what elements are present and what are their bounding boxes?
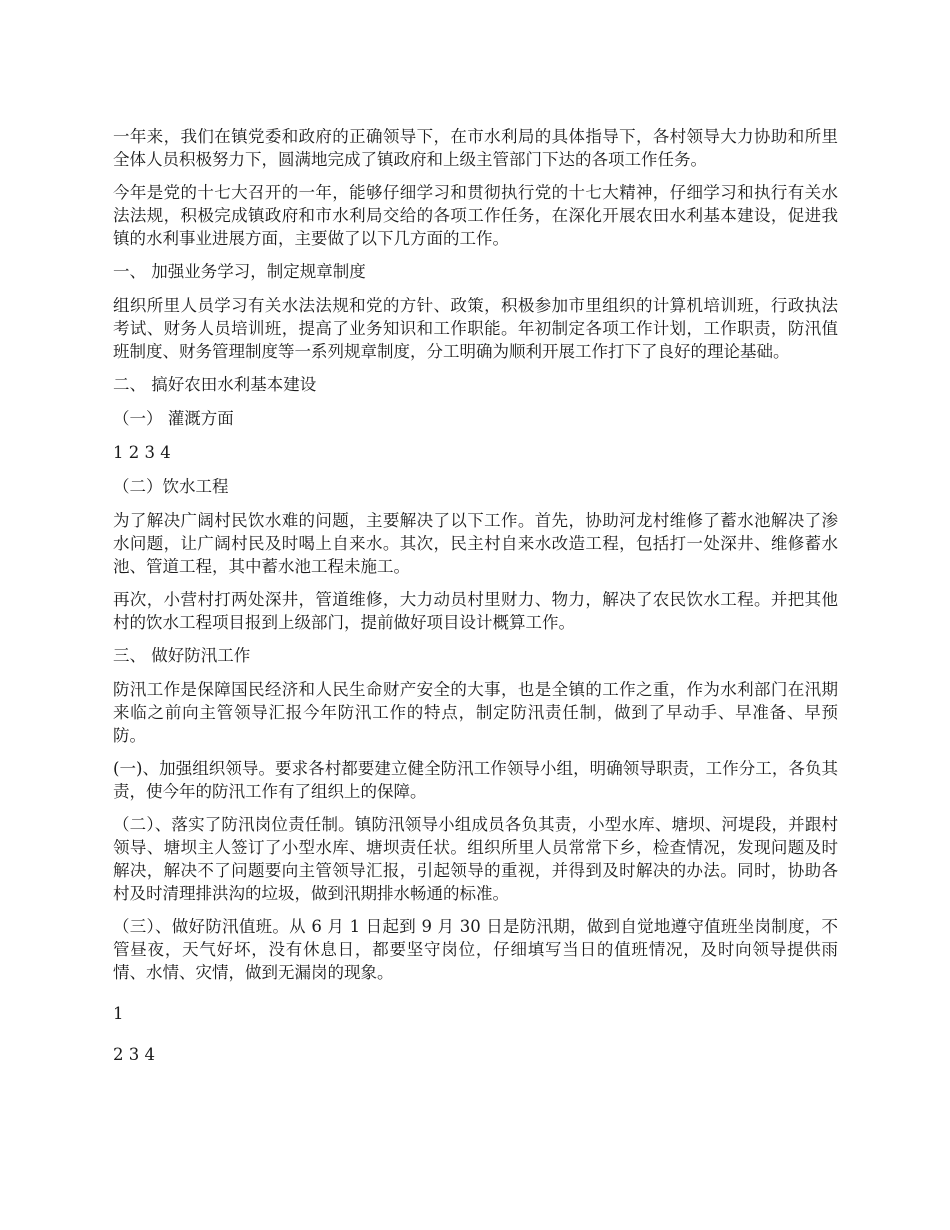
subsection-heading-water: （二）饮水工程 <box>113 477 229 496</box>
paragraph-study: 组织所里人员学习有关水法法规和党的方针、政策，积极参加市里组织的计算机培训班，行政执法考试、财务人员培训班，提高了业务知识和工作职能。年初制定各项工作计划，工作职责，防汛值班制度、财务管理制度等一系列规章制度，分工明确为顺利开展工作打下了良好的理论基础。 <box>113 296 838 361</box>
section-heading-2: 二、 搞好农田水利基本建设 <box>113 375 317 394</box>
paragraph-overview: 今年是党的十七大召开的一年，能够仔细学习和贯彻执行党的十七大精神，仔细学习和执行有关水法法规，积极完成镇政府和市水利局交给的各项工作任务，在深化开展农田水利基本建设，促进我镇的水利事业进展方面，主要做了以下几方面的工作。 <box>113 183 838 248</box>
document-body <box>113 125 838 1077</box>
section-heading-3: 三、 做好防汛工作 <box>113 646 251 665</box>
number-line-3: 2 3 4 <box>113 1045 155 1064</box>
number-line-1: 1 2 3 4 <box>113 443 171 462</box>
subsection-heading-irrigation: （一） 灌溉方面 <box>113 409 234 428</box>
paragraph-water-2: 再次，小营村打两处深井，管道维修，大力动员村里财力、物力，解决了农民饮水工程。并把其他村的饮水工程项目报到上级部门，提前做好项目设计概算工作。 <box>113 590 838 632</box>
number-line-2: 1 <box>113 1004 124 1023</box>
paragraph-intro: 一年来，我们在镇党委和政府的正确领导下，在市水利局的具体指导下，各村领导大力协助和所里全体人员积极努力下，圆满地完成了镇政府和上级主管部门下达的各项工作任务。 <box>113 127 838 169</box>
paragraph-flood-1: (一)、加强组织领导。要求各村都要建立健全防汛工作领导小组，明确领导职责，工作分工，各负其责，使今年的防汛工作有了组织上的保障。 <box>113 759 838 801</box>
paragraph-flood-intro: 防汛工作是保障国民经济和人民生命财产安全的大事，也是全镇的工作之重，作为水利部门在汛期来临之前向主管领导汇报今年防汛工作的特点，制定防汛责任制，做到了早动手、早准备、早预防。 <box>113 680 838 745</box>
section-heading-1: 一、 加强业务学习，制定规章制度 <box>113 262 366 281</box>
paragraph-water-1: 为了解决广阔村民饮水难的问题，主要解决了以下工作。首先，协助河龙村维修了蓄水池解决了渗水问题，让广阔村民及时喝上自来水。其次，民主村自来水改造工程，包括打一处深井、维修蓄水池、管道工程，其中蓄水池工程未施工。 <box>113 511 838 576</box>
paragraph-flood-2: （二）、落实了防汛岗位责任制。镇防汛领导小组成员各负其责，小型水库、塘坝、河堤段，并跟村领导、塘坝主人签订了小型水库、塘坝责任状。组织所里人员常常下乡，检查情况，发现问题及时解决，解决不了问题要向主管领导汇报，引起领导的重视，并得到及时解决的办法。同时，协助各村及时清理排洪沟的垃圾，做到汛期排水畅通的标准。 <box>113 815 838 903</box>
paragraph-flood-3: （三）、做好防汛值班。从 6 月 1 日起到 9 月 30 日是防汛期，做到自觉地遵守值班坐岗制度，不管昼夜，天气好坏，没有休息日，都要坚守岗位，仔细填写当日的值班情况，及时向领导提供雨情、水情、灾情，做到无漏岗的现象。 <box>113 917 838 982</box>
